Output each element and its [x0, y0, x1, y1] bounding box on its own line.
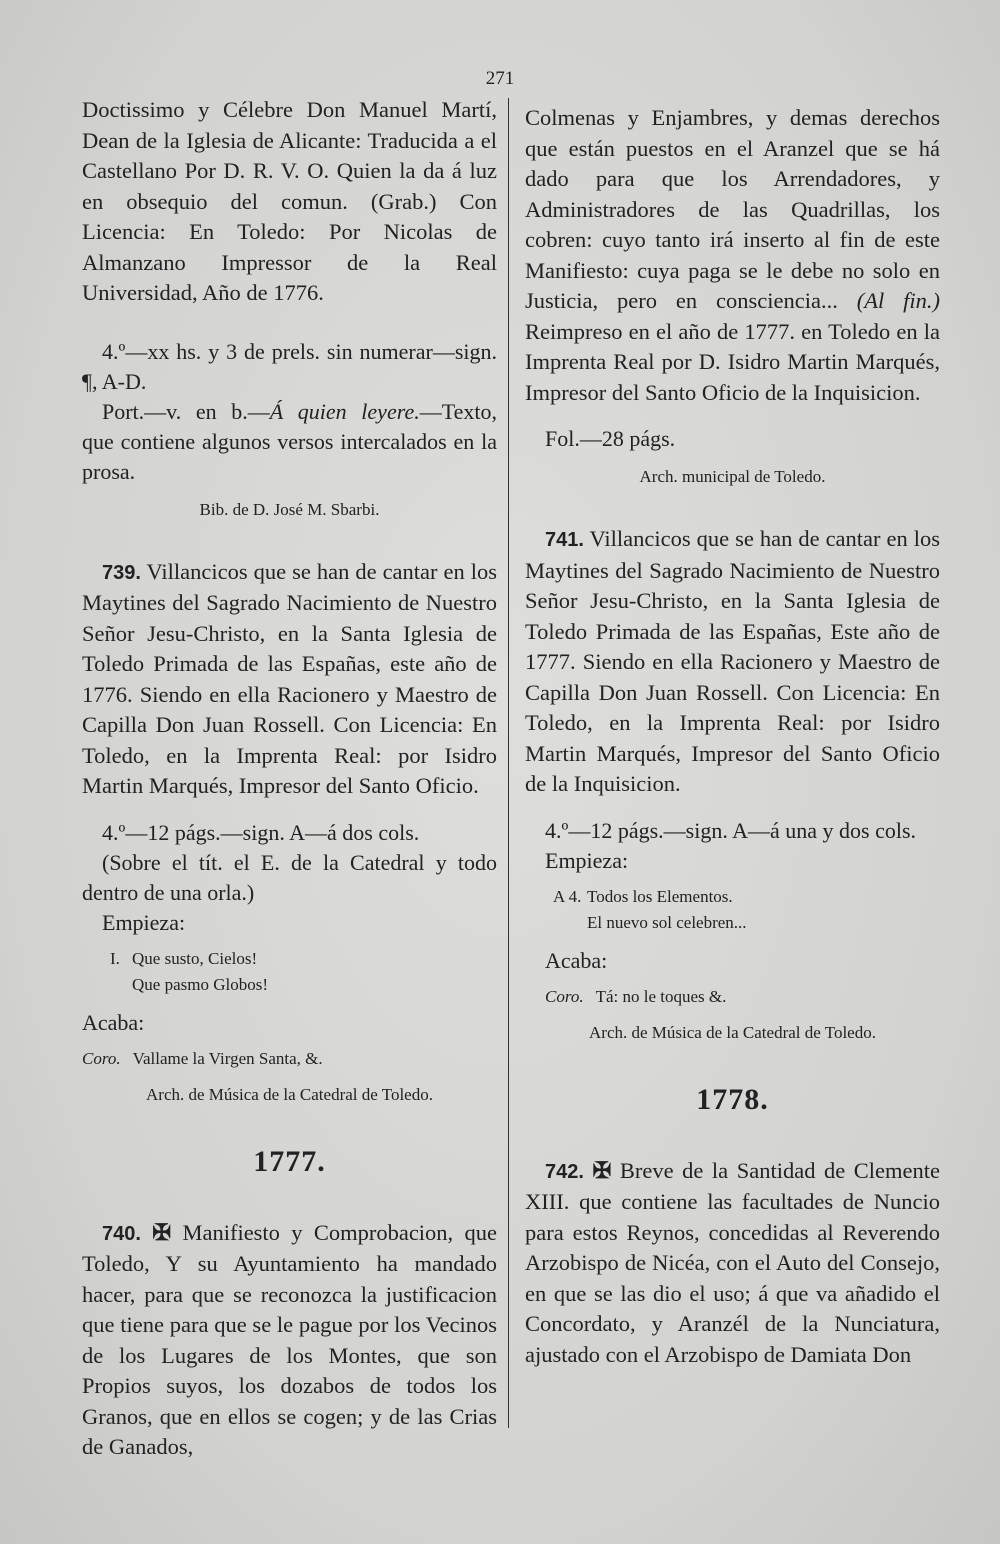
acaba-label-741: Acaba:: [545, 947, 608, 973]
column-divider: [508, 98, 509, 1428]
collation-740: Fol.—28 págs.: [545, 426, 676, 451]
entry-740-number: 740.: [102, 1222, 141, 1245]
collation-738-b-italic: Á quien leyere.: [269, 398, 420, 424]
coro-739-label: Coro.: [82, 1048, 121, 1068]
location-741: Arch. de Música de la Catedral de Toledo.: [589, 1022, 876, 1042]
coro-739: [82, 1046, 497, 1072]
collation-741: 4.º—12 págs.—sign. A—á una y dos cols.: [545, 817, 917, 843]
entry-741-number: 741.: [545, 529, 584, 551]
entry-740-cont-pre: Colmenas y Enjambres, y demas derechos que están puestos en el Aranzel que se há dado para que los Arrendadores, y Administradores de las Quadrillas, los cobren: cuyo tanto irá inserto al fin de este Manifiesto: cuya paga se le debe no solo en Justicia, pero en consciencia...: [525, 105, 940, 313]
collation-738-b-post: —Texto, que contiene algunos versos intercalados en la prosa.: [82, 398, 497, 484]
collation-738-b-pre: Port.—v. en b.—: [102, 398, 270, 424]
collation-738-b: [82, 397, 497, 487]
entry-740: [82, 1218, 497, 1463]
cross-icon: ✠: [152, 1219, 172, 1245]
location-740: Arch. municipal de Toledo.: [639, 467, 826, 486]
entry-742-text: Breve de la Santidad de Clemente XIII. que contiene las facultades de Nuncio para estos Reynos, concedidas al Reverendo Arzobispo de Nicéa, con el Auto del Consejo, en que se las dio el uso; á que va añadido el Concordato, y Aranzél de la Nunciatura, ajustado con el Arzobispo de Damiata Don: [525, 1157, 940, 1367]
verse-739: [82, 946, 497, 998]
entry-740-cont-italic: (Al fin.): [856, 288, 940, 313]
verse-739-number: I.: [110, 948, 120, 968]
entry-739: [82, 557, 497, 802]
verse-741-line-2: El nuevo sol celebren...: [587, 912, 747, 932]
collation-739-a: 4.º—12 págs.—sign. A—á dos cols.: [102, 819, 420, 845]
entry-738-continuation: Doctissimo y Célebre Don Manuel Martí, Dean de la Iglesia de Alicante: Traducida a el Castellano Por D. R. V. O. Quien la da á luz en obsequio del comun. (Grab.) Con Licencia: En Toledo: Por Nicolas de Almanzano Impressor de la Real Universidad, Año de 1776.: [82, 97, 497, 305]
entry-740-continuation: [525, 103, 940, 408]
left-column: [82, 95, 497, 1463]
cross-icon: ✠: [592, 1157, 612, 1183]
coro-741: [525, 984, 940, 1010]
empieza-label-739: Empieza:: [102, 909, 186, 935]
entry-739-text: Villancicos que se han de cantar en los Maytines del Sagrado Nacimiento de Nuestro Señor Jesu-Christo, en la Santa Iglesia de Toledo Primada de las Españas, este año de 1776. Siendo en ella Racionero y Maestro de Capilla Don Juan Rossell. Con Licencia: En Toledo, en la Imprenta Real: por Isidro Martin Marqués, Impresor del Santo Oficio.: [82, 558, 497, 798]
entry-741: [525, 524, 940, 800]
coro-741-label: Coro.: [545, 986, 584, 1006]
entry-739-number: 739.: [102, 561, 141, 584]
location-739: Arch. de Música de la Catedral de Toledo.: [146, 1084, 433, 1104]
location-738: Bib. de D. José M. Sbarbi.: [199, 499, 380, 519]
coro-739-text: Vallame la Virgen Santa, &.: [132, 1048, 323, 1068]
coro-741-text: Tá: no le toques &.: [595, 986, 727, 1006]
entry-740-text: Manifiesto y Comprobacion, que Toledo, Y su Ayuntamiento ha mandado hacer, para que se reconozca la justificacion que tiene para que se le pague por los Vecinos de los Lugares de los Montes, que son Propios suyos, los dozabos de todos los Granos, que en ellos se cogen; y de las Crias de Ganados,: [82, 1219, 497, 1459]
page-number: 271: [485, 68, 515, 89]
collation-738-a: 4.º—xx hs. y 3 de prels. sin numerar—sign. ¶, A-D.: [82, 338, 497, 394]
verse-739-line-1: Que susto, Cielos!: [132, 948, 258, 968]
year-heading-1777: 1777.: [253, 1144, 326, 1178]
collation-739-b: (Sobre el tít. el E. de la Catedral y todo dentro de una orla.): [82, 849, 497, 905]
empieza-label-741: Empieza:: [545, 847, 629, 873]
entry-740-cont-post: Reimpreso en el año de 1777. en Toledo en la Imprenta Real por D. Isidro Martin Marqués, Impresor del Santo Oficio de la Inquisicion.: [525, 318, 940, 405]
right-column: [525, 103, 940, 1370]
verse-741-line-1: Todos los Elementos.: [587, 886, 733, 906]
acaba-label-739: Acaba:: [82, 1009, 145, 1035]
verse-739-line-2: Que pasmo Globos!: [132, 974, 268, 994]
entry-741-text: Villancicos que se han de cantar en los Maytines del Sagrado Nacimiento de Nuestro Señor Jesu-Christo, en la Santa Iglesia de Toledo Primada de las Españas, Este año de 1777. Siendo en ella Racionero y Maestro de Capilla Don Juan Rossell. Con Licencia: En Toledo, en la Imprenta Real: por Isidro Martin Marqués, Impresor del Santo Oficio de la Inquisicion.: [525, 526, 940, 796]
verse-741: [525, 884, 940, 936]
year-heading-1778: 1778.: [696, 1082, 769, 1116]
entry-742: [525, 1156, 940, 1371]
entry-742-number: 742.: [545, 1160, 584, 1183]
verse-741-number: A 4.: [553, 886, 582, 906]
